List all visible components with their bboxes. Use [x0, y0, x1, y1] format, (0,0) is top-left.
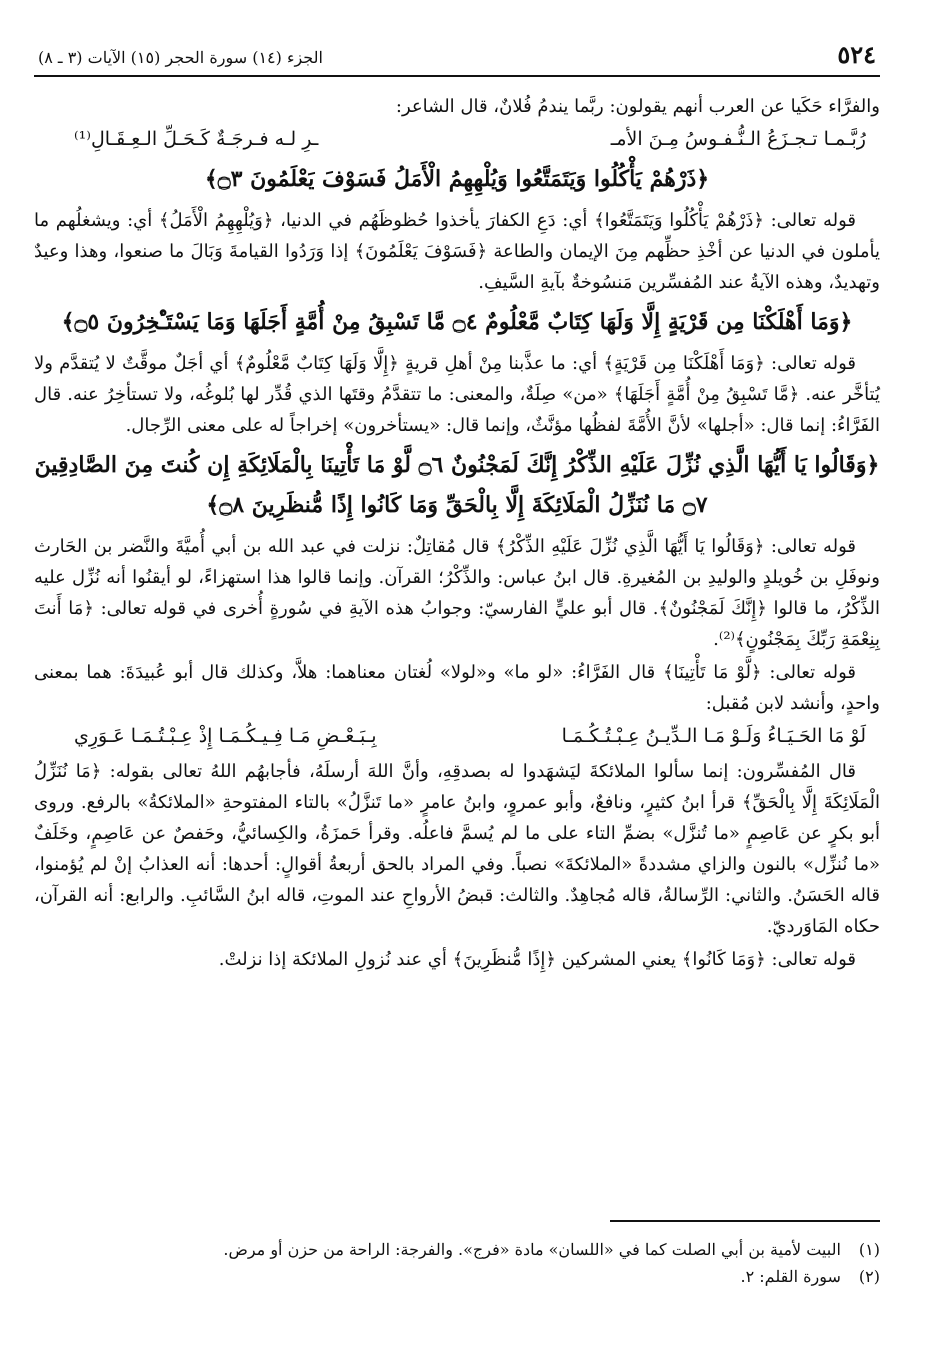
- quran-verse: ﴿وَقَالُوا يَا أَيُّهَا الَّذِي نُزِّلَ عَلَيْهِ الذِّكْرُ إِنَّكَ لَمَجْنُونٌ ۝٦ لَّوْ مَا تَأْتِينَا بِالْمَلَائِكَةِ إِن كُنتَ مِنَ الصَّادِقِينَ ۝٧ مَا نُنَزِّلُ الْمَلَائِكَةَ إِلَّا بِالْحَقِّ وَمَا كَانُوا إِذًا مُّنظَرِينَ ۝٨﴾: [34, 452, 880, 518]
- footnote-number: (١): [858, 1240, 880, 1259]
- poem-verse: [34, 124, 880, 155]
- book-page: [34, 40, 880, 1331]
- paragraph: قوله تعالى: ﴿وَقَالُوا يَا أَيُّهَا الَّذِي نُزِّلَ عَلَيْهِ الذِّكْرُ﴾ قال مُقاتِلٌ: نزلت في عبد الله بن أبي أُميَّةَ والنَّضر بن الحَارث ونوفَلِ بن خُويلدٍ والوليدِ بن المُغيرةِ. قال ابنُ عباس: والذِّكْرُ؛ القرآن. وإنما قالوا هذا استهزاءً، لو أيقنُوا أنه نُزِّل عليه الذِّكْرُ، ما قالوا ﴿إِنَّكَ لَمَجْنُونٌ﴾. قال أبو عليٍّ الفارسيّ: وجوابُ هذه الآيةِ في سُورةٍ أُخرى في قوله تعالى: ﴿مَا أَنتَ بِنِعْمَةِ رَبِّكَ بِمَجْنُونٍ﴾⁽²⁾.: [34, 536, 880, 650]
- footnote: [34, 1263, 880, 1290]
- paragraph: قوله تعالى: ﴿لَّوْ مَا تَأْتِينَا﴾ قال الفَرَّاءُ: «لو ما» و«لولا» لُغتان معناهما: هلاَّ، وكذلك قال أبو عُبيدَةَ: هما بمعنى واحدٍ، وأنشد لابن مُقبل:: [34, 662, 880, 714]
- footnote-number: (٢): [858, 1267, 880, 1286]
- footnote-text: البيت لأمية بن أبي الصلت كما في «اللسان» مادة «فرج». والفرجة: الراحة من حزن أو مرض.: [223, 1240, 841, 1259]
- paragraph: قوله تعالى: ﴿ذَرْهُمْ يَأْكُلُوا وَيَتَمَتَّعُوا﴾ أي: دَعِ الكفارَ يأخذوا حُظوظَهُم في الدنيا، ﴿وَيُلْهِهِمُ الْأَمَلُ﴾ أي: ويشغلُهم ما يأملون في الدنيا عن أخْذِ حظِّهم مِنَ الإيمان والطاعة ﴿فَسَوْفَ يَعْلَمُونَ﴾ إذا وَرَدُوا القيامةَ وَبَالَ ما صنعوا، وهذا وعيدٌ وتهديدٌ، وهذه الآيةُ عند المُفسِّرين مَنسُوخةٌ بآيةِ السَّيفِ.: [34, 210, 880, 293]
- page-header: [34, 40, 880, 77]
- poem-hemistich-first: لَوْ مَا الحَـيَـاءُ وَلَـوْ مَـا الـدِّيـنُ عِـبْـتُـكُـمَـا: [561, 725, 866, 747]
- poem-hemistich-second: ـرِ لـه فـرجَـةٌ كَـحَـلِّ الـعِـقَـالِ⁽¹⁾: [74, 128, 319, 150]
- poem-hemistich-first: رُبَّـمـا تـجـزَعُ الـنُّـفـوسُ مِـنَ الأمـ: [610, 128, 866, 150]
- poem-verse: [34, 721, 880, 752]
- quran-verse: ﴿ذَرْهُمْ يَأْكُلُوا وَيَتَمَتَّعُوا وَيُلْهِهِمُ الْأَمَلُ فَسَوْفَ يَعْلَمُونَ ۝٣﴾: [204, 166, 710, 192]
- footnotes: [34, 1236, 880, 1290]
- page-content: [34, 91, 880, 975]
- poem-hemistich-second: بِـبَـعْـضِ مَـا فِـيـكُـمَـا إِذْ عِـبْـتُـمَـا عَـوَرِي: [74, 725, 377, 747]
- footnote: [34, 1236, 880, 1263]
- footnote-separator: [610, 1220, 880, 1222]
- page-number: ٥٢٤: [837, 40, 876, 69]
- paragraph: قوله تعالى: ﴿وَمَا أَهْلَكْنَا مِن قَرْيَةٍ﴾ أي: ما عذَّبنا مِنْ أهلِ قريةٍ ﴿إِلَّا وَلَهَا كِتَابٌ مَّعْلُومٌ﴾ أي أجَلٌ موقَّتٌ لا يُتقدَّم ولا يُتأخَّر عنه. ﴿مَّا تَسْبِقُ مِنْ أُمَّةٍ أَجَلَهَا﴾ «من» صِلَةٌ، والمعنى: ما تتقدَّمُ وقتَها الذي قُدِّر لها بُلوغُه، ولا تستأخِرُ عنه. قال الفَرَّاءُ: إنما قال: «أجلها» لأنَّ الأُمَّةَ لفظُها مؤنَّثٌ، وإنما قال: «يستأخرون» إخراجاً له على معنى الرِّجال.: [34, 353, 880, 436]
- running-head: الجزء (١٤) سورة الحجر (١٥) الآيات (٣ ـ ٨): [38, 48, 323, 67]
- footnote-text: سورة القلم: ٢.: [740, 1267, 841, 1286]
- paragraph: والفرَّاء حَكَيا عن العرب أنهم يقولون: ربَّما يندمُ فُلانٌ، قال الشاعر:: [395, 96, 880, 117]
- quran-verse: ﴿وَمَا أَهْلَكْنَا مِن قَرْيَةٍ إِلَّا وَلَهَا كِتَابٌ مَّعْلُومٌ ۝٤ مَّا تَسْبِقُ مِنْ أُمَّةٍ أَجَلَهَا وَمَا يَسْتَـْٔخِرُونَ ۝٥﴾: [61, 309, 853, 335]
- paragraph: قال المُفسِّرون: إنما سألوا الملائكةَ ليَشهَدوا له بصدقِهِ، وأنَّ اللهَ أرسلَهُ، فأجابهُم اللهُ تعالى بقوله: ﴿مَا نُنَزِّلُ الْمَلَائِكَةَ إِلَّا بِالْحَقِّ﴾ قرأ ابنُ كثيرٍ، ونافعٌ، وأبو عمروٍ، وابنُ عامرٍ «ما تَنزَّلُ» بالتاء المفتوحةِ «الملائكةُ» بالرفع. وروى أبو بكرٍ عن عَاصِمٍ «ما تُنزَّل» بضمِّ التاء على ما لم يُسمَّ فاعلُه. وقرأ حَمزَةُ، والكِسائيُّ، وحَفصٌ عن عَاصِمٍ، وخَلَفٌ «ما نُنزِّل» بالنون والزاي مشددةً «الملائكةَ» نصباً. وفي المراد بالحق أربعةُ أقوالٍ: أحدها: أنه العذابُ إنْ لم يُؤمنوا، قاله الحَسَنُ. والثاني: الرِّسالةُ، قاله مُجاهِدٌ. والثالث: قبضُ الأرواحِ عند الموتِ، قاله ابنُ السَّائبِ. والرابع: أنه القرآن، حكاه المَاوَرديّ.: [34, 761, 880, 937]
- paragraph: قوله تعالى: ﴿وَمَا كَانُوا﴾ يعني المشركين ﴿إِذًا مُّنظَرِينَ﴾ أي عند نُزولِ الملائكة إذا نزلتْ.: [218, 949, 856, 970]
